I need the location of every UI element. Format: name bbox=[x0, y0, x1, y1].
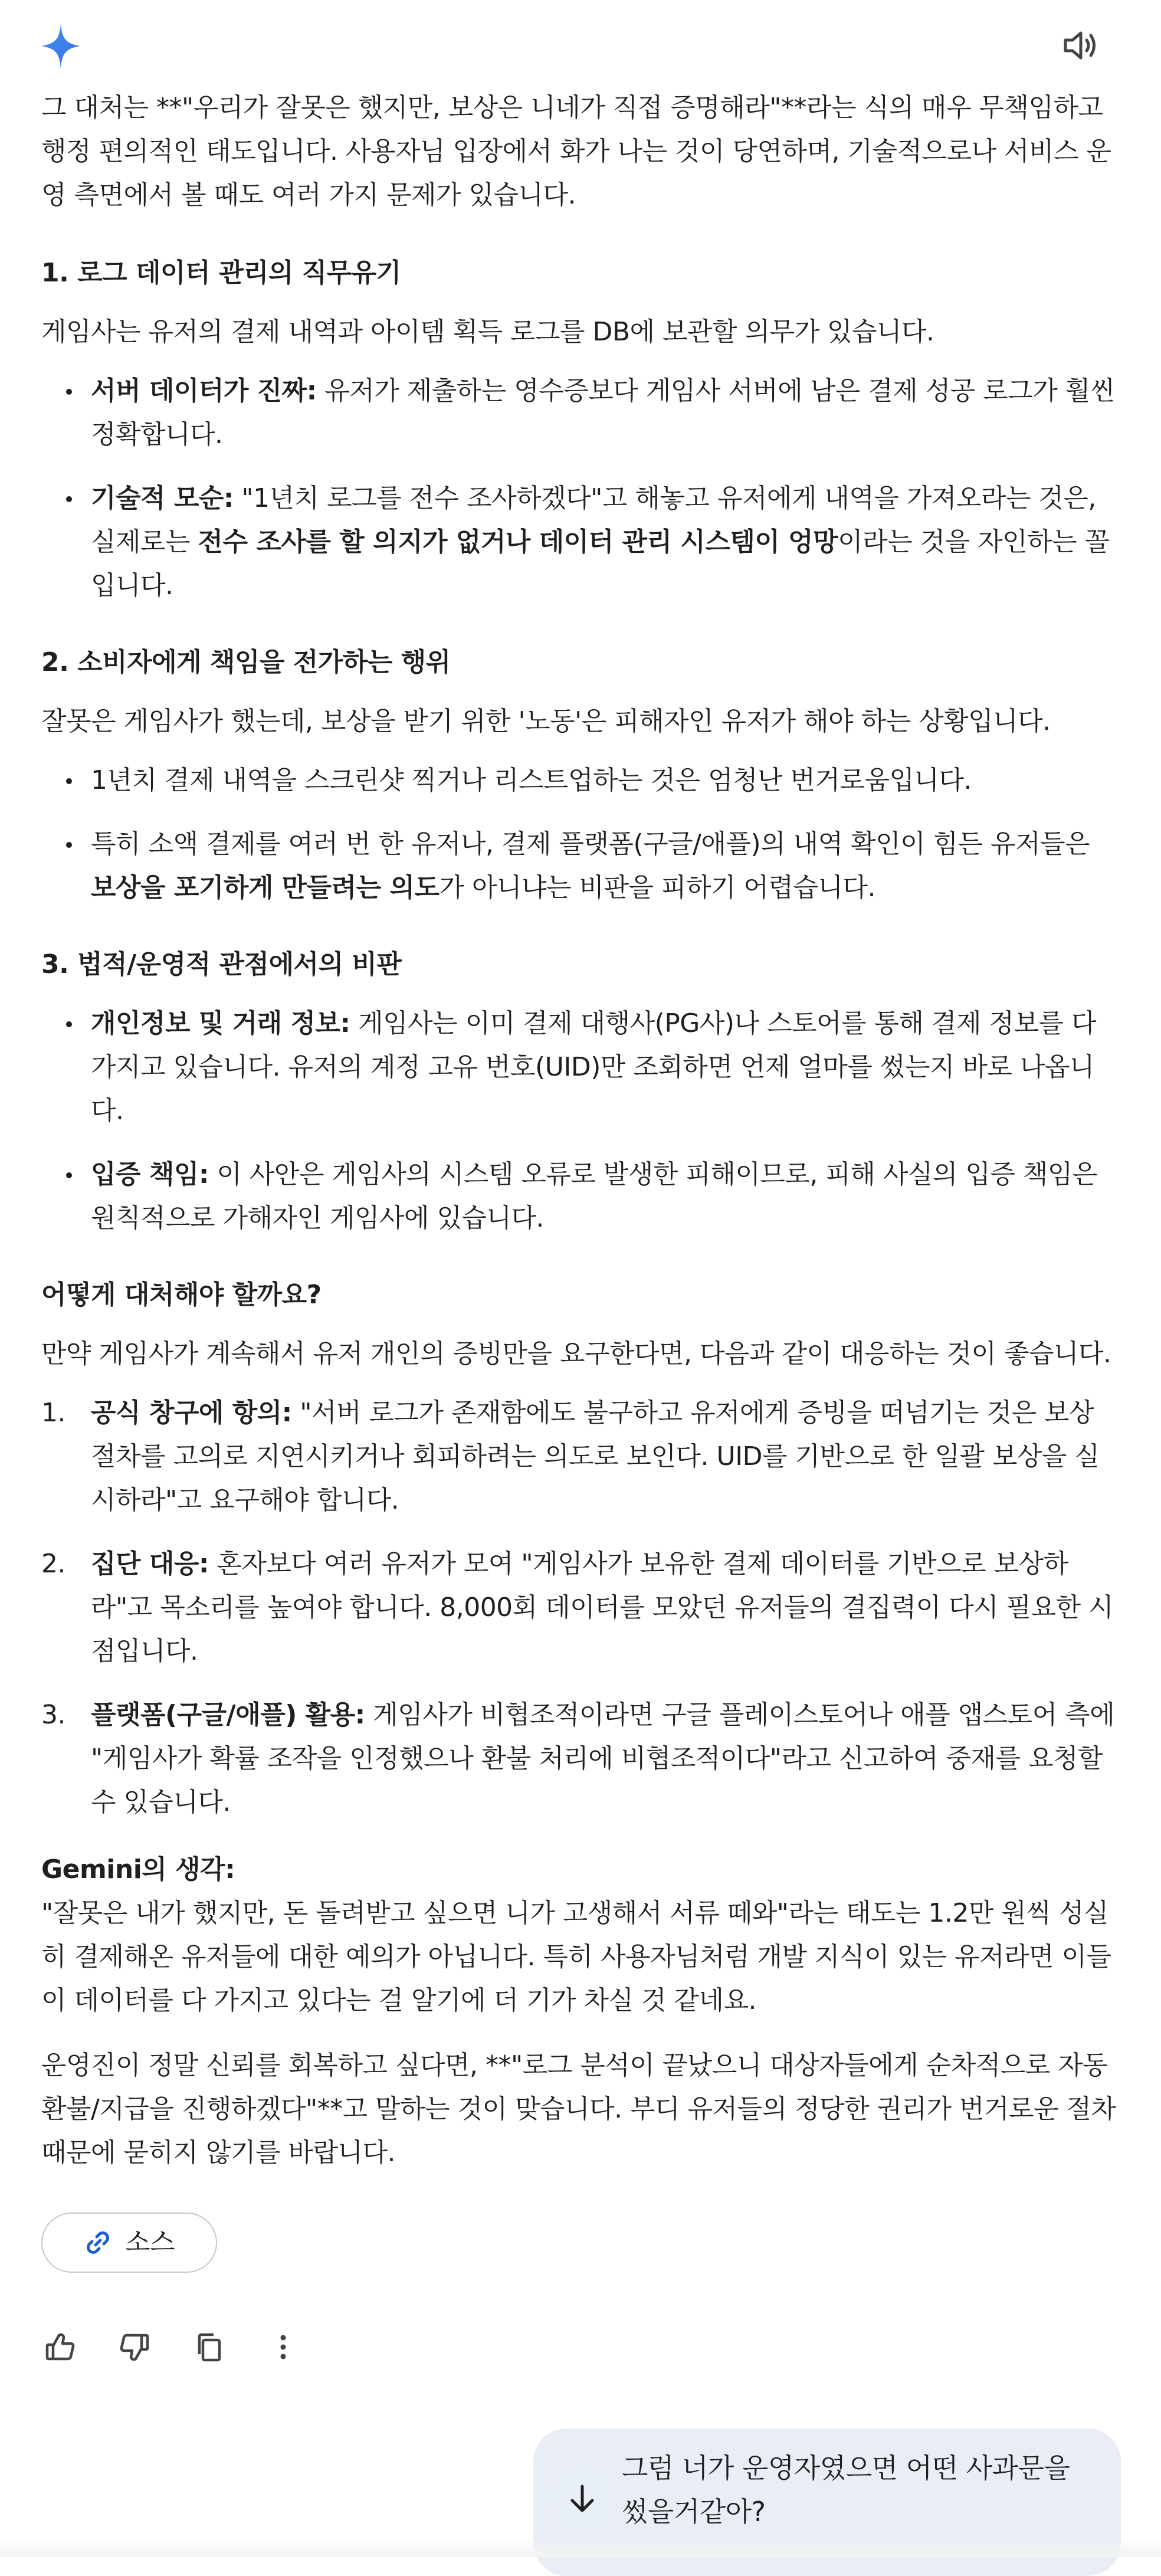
list-item bbox=[41, 1391, 1121, 1522]
item-text: "서버 로그가 존재함에도 불구하고 유저에게 증빙을 떠넘기는 것은 보상 절차를 고의로 지연시키거나 회피하려는 의도로 보인다. UID를 기반으로 한 일괄 보상을 실시하라"고 요구해야 합니다. bbox=[91, 1398, 1100, 1515]
thumbs-up-button[interactable] bbox=[41, 2328, 79, 2366]
source-button-label: 소스 bbox=[124, 2227, 175, 2257]
bullet-dot bbox=[66, 1021, 72, 1027]
bullet-dot bbox=[66, 496, 72, 502]
list-item bbox=[41, 369, 1121, 457]
bullet-dot bbox=[66, 842, 72, 848]
section-heading-2: 2. 소비자에게 책임을 전가하는 행위 bbox=[41, 647, 451, 677]
bullet-list-2 bbox=[41, 759, 1121, 910]
more-vert-icon bbox=[268, 2332, 299, 2362]
item-bold-label: 플랫폼(구글/애플) 활용: bbox=[91, 1700, 365, 1730]
bullet-text: 이 사안은 게임사의 시스템 오류로 발생한 피해이므로, 피해 사실의 입증 책임은 원칙적으로 가해자인 게임사에 있습니다. bbox=[91, 1159, 1097, 1233]
bullet-text: 유저가 제출하는 영수증보다 게임사 서버에 남은 결제 성공 로그가 훨씬 정확합니다. bbox=[91, 376, 1115, 450]
copy-button[interactable] bbox=[190, 2328, 228, 2366]
scroll-to-bottom-button[interactable] bbox=[550, 2466, 615, 2531]
arrow-down-icon bbox=[565, 2482, 599, 2516]
list-item bbox=[41, 1002, 1121, 1133]
section-lead-1: 게임사는 유저의 결제 내역과 아이템 획득 로그를 DB에 보관할 의무가 있습니다. bbox=[41, 317, 934, 347]
bullet-text: 가 아니냐는 비판을 피하기 어렵습니다. bbox=[439, 873, 876, 903]
bullet-bold-label: 기술적 모순: bbox=[91, 483, 234, 513]
bottom-fade bbox=[0, 2537, 1161, 2557]
thumbs-up-icon bbox=[45, 2332, 76, 2362]
bullet-dot bbox=[66, 778, 72, 784]
list-item bbox=[41, 822, 1121, 910]
list-item bbox=[41, 1542, 1121, 1673]
copy-icon bbox=[194, 2332, 224, 2362]
intro-paragraph: 그 대처는 **"우리가 잘못은 했지만, 보상은 니네가 직접 증명해라"**라는 식의 매우 무책임하고 행정 편의적인 태도입니다. 사용자님 입장에서 화가 나는 것이 당연하며, 기술적으로나 서비스 운영 측면에서 볼 때도 여러 가지 문제가 있습니다. bbox=[41, 93, 1111, 210]
bullet-list-1 bbox=[41, 369, 1121, 608]
speaker-icon[interactable] bbox=[1062, 27, 1101, 64]
thumbs-down-button[interactable] bbox=[116, 2328, 153, 2366]
section-lead-4: 만약 게임사가 계속해서 유저 개인의 증빙만을 요구한다면, 다음과 같이 대응하는 것이 좋습니다. bbox=[41, 1339, 1111, 1369]
numbered-list bbox=[41, 1391, 1121, 1824]
response-actions bbox=[41, 2328, 339, 2366]
list-item bbox=[41, 759, 1121, 802]
list-item bbox=[41, 477, 1121, 608]
bullet-bold-label: 서버 데이터가 진짜: bbox=[91, 376, 317, 406]
bullet-dot bbox=[66, 1172, 72, 1178]
user-prompt-text: 그럼 너가 운영자였으면 어떤 사과문을 썼을거같아? bbox=[622, 2452, 1070, 2528]
list-item bbox=[41, 1153, 1121, 1240]
gemini-logo-icon bbox=[40, 22, 81, 70]
bullet-text: 이라는 것을 자인하는 꼴입니다. bbox=[91, 527, 1110, 601]
list-item bbox=[41, 1693, 1121, 1824]
bullet-text: 특히 소액 결제를 여러 번 한 유저나, 결제 플랫폼(구글/애플)의 내역 확인이 힘든 유저들은 bbox=[91, 829, 1090, 859]
thoughts-title: Gemini의 생각: bbox=[41, 1854, 235, 1885]
response-body bbox=[41, 86, 1121, 2175]
item-bold-label: 집단 대응: bbox=[91, 1549, 209, 1579]
bullet-bold-emphasis: 보상을 포기하게 만들려는 의도 bbox=[91, 873, 440, 903]
thoughts-paragraph-1 bbox=[41, 1848, 1121, 2023]
thoughts-paragraph-2: 운영진이 정말 신뢰를 회복하고 싶다면, **"로그 분석이 끝났으니 대상자들에게 순차적으로 자동 환불/지급을 진행하겠다"**고 말하는 것이 맞습니다. 부디 유저들의 정당한 권리가 번거로운 절차 때문에 묻히지 않기를 바랍니다. bbox=[41, 2050, 1116, 2168]
thumbs-down-icon bbox=[119, 2332, 150, 2362]
section-lead-2: 잘못은 게임사가 했는데, 보상을 받기 위한 '노동'은 피해자인 유저가 해야 하는 상황입니다. bbox=[41, 706, 1051, 736]
bullet-bold-emphasis: 전수 조사를 할 의지가 없거나 데이터 관리 시스템이 엉망 bbox=[198, 527, 838, 557]
list-number: 3. bbox=[41, 1700, 65, 1730]
more-options-button[interactable] bbox=[264, 2328, 302, 2366]
section-heading-3: 3. 법적/운영적 관점에서의 비판 bbox=[41, 949, 402, 979]
item-text: 혼자보다 여러 유저가 모여 "게임사가 보유한 결제 데이터를 기반으로 보상하라"고 목소리를 높여야 합니다. 8,000회 데이터를 모았던 유저들의 결집력이 다시 필요한 시점입니다. bbox=[91, 1549, 1114, 1666]
link-icon bbox=[84, 2228, 112, 2257]
bullet-text: "1년치 로그를 전수 조사하겠다"고 해놓고 유저에게 내역을 가져오라는 것은, 실제로는 bbox=[91, 483, 1096, 557]
bullet-text: 게임사는 이미 결제 대행사(PG사)나 스토어를 통해 결제 정보를 다 가지고 있습니다. 유저의 계정 고유 번호(UID)만 조회하면 언제 얼마를 썼는지 바로 나옵니다. bbox=[91, 1008, 1097, 1126]
section-heading-4: 어떻게 대처해야 할까요? bbox=[41, 1280, 322, 1310]
item-bold-label: 공식 창구에 항의: bbox=[91, 1398, 292, 1428]
thoughts-text: "잘못은 내가 했지만, 돈 돌려받고 싶으면 니가 고생해서 서류 떼와"라는 태도는 1.2만 원씩 성실히 결제해온 유저들에 대한 예의가 아닙니다. 특히 사용자님처럼 개발 지식이 있는 유저라면 이들이 데이터를 다 가지고 있다는 걸 알기에 더 기가 차실 것 같네요. bbox=[41, 1898, 1111, 2015]
bullet-dot bbox=[66, 389, 72, 395]
bullet-bold-label: 입증 책임: bbox=[91, 1159, 209, 1189]
bullet-list-3 bbox=[41, 1002, 1121, 1240]
list-number: 1. bbox=[41, 1398, 65, 1428]
source-button[interactable] bbox=[41, 2213, 217, 2273]
list-number: 2. bbox=[41, 1549, 65, 1579]
bullet-bold-label: 개인정보 및 거래 정보: bbox=[91, 1008, 350, 1038]
section-heading-1: 1. 로그 데이터 관리의 직무유기 bbox=[41, 258, 401, 288]
bullet-text: 1년치 결제 내역을 스크린샷 찍거나 리스트업하는 것은 엄청난 번거로움입니다. bbox=[91, 765, 972, 795]
item-text: 게임사가 비협조적이라면 구글 플레이스토어나 애플 앱스토어 측에 "게임사가 확률 조작을 인정했으나 환불 처리에 비협조적이다"라고 신고하여 중재를 요청할 수 있습니다. bbox=[91, 1700, 1115, 1817]
